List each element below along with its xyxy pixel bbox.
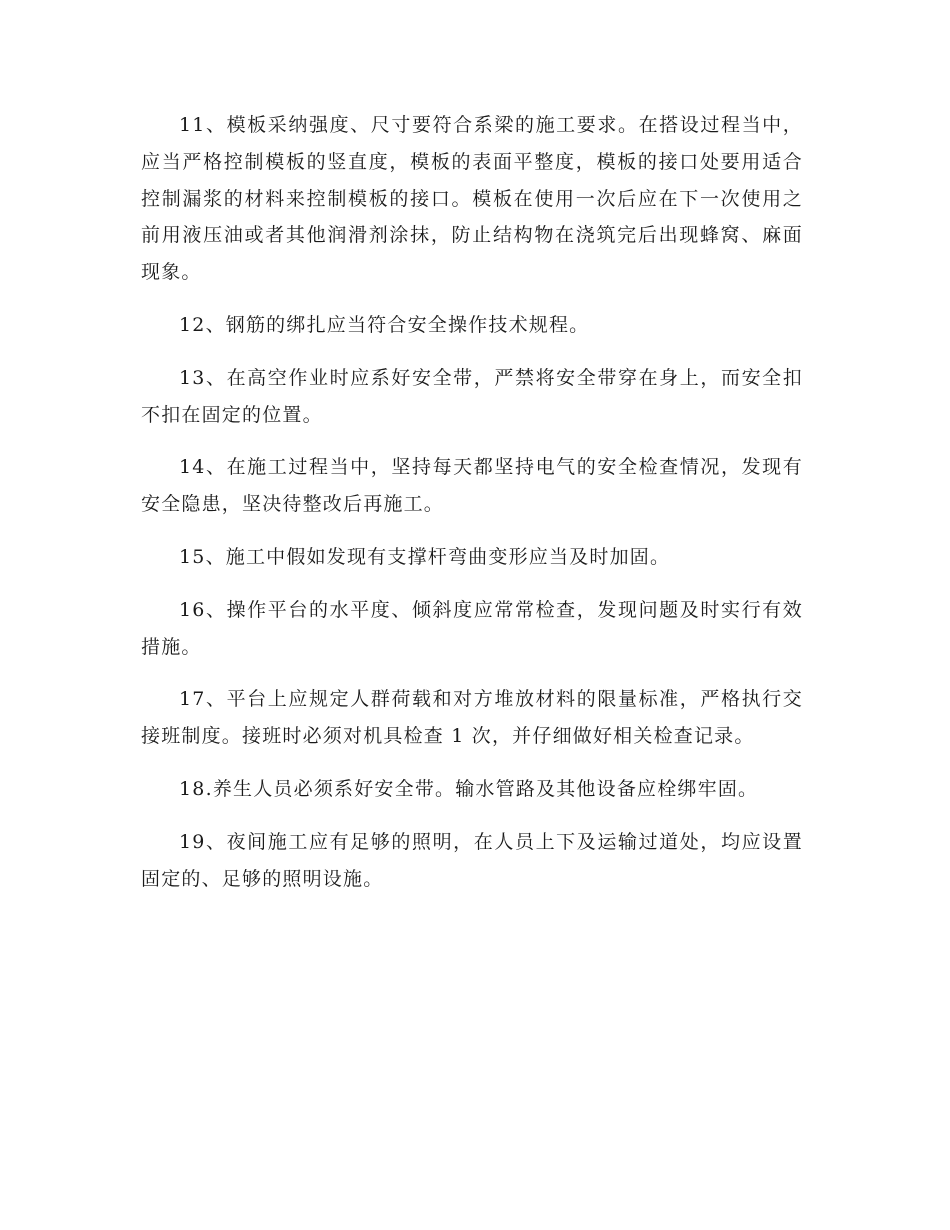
paragraph-15: 15、施工中假如发现有支撑杆弯曲变形应当及时加固。 [179,545,671,568]
paragraph-11: 11、模板采纳强度、尺寸要符合系梁的施工要求。在搭设过程当中，应当严格控制模板的竖直度，模板的表面平整度，模板的接口处要用适合控制漏浆的材料来控制模板的接口。模板在使用一次后应在下一次使用之前用液压油或者其他润滑剂涂抹，防止结构物在浇筑完后出现蜂窝、麻面现象。 [141,114,803,284]
paragraph-19: 19、夜间施工应有足够的照明，在人员上下及运输过道处，均应设置固定的、足够的照明设施。 [141,830,803,890]
document-body [141,107,803,913]
paragraph-18: 18.养生人员必须系好安全带。输水管路及其他设备应栓绑牢固。 [179,777,759,800]
paragraph-14: 14、在施工过程当中，坚持每天都坚持电气的安全检查情况，发现有安全隐患，坚决待整改后再施工。 [141,456,803,516]
paragraph-16: 16、操作平台的水平度、倾斜度应常常检查，发现问题及时实行有效措施。 [141,598,803,658]
paragraph-17: 17、平台上应规定人群荷载和对方堆放材料的限量标准，严格执行交接班制度。接班时必须对机具检查 1 次，并仔细做好相关检查记录。 [141,688,803,748]
paragraph-12: 12、钢筋的绑扎应当符合安全操作技术规程。 [179,313,590,336]
paragraph-13: 13、在高空作业时应系好安全带，严禁将安全带穿在身上，而安全扣不扣在固定的位置。 [141,366,803,426]
